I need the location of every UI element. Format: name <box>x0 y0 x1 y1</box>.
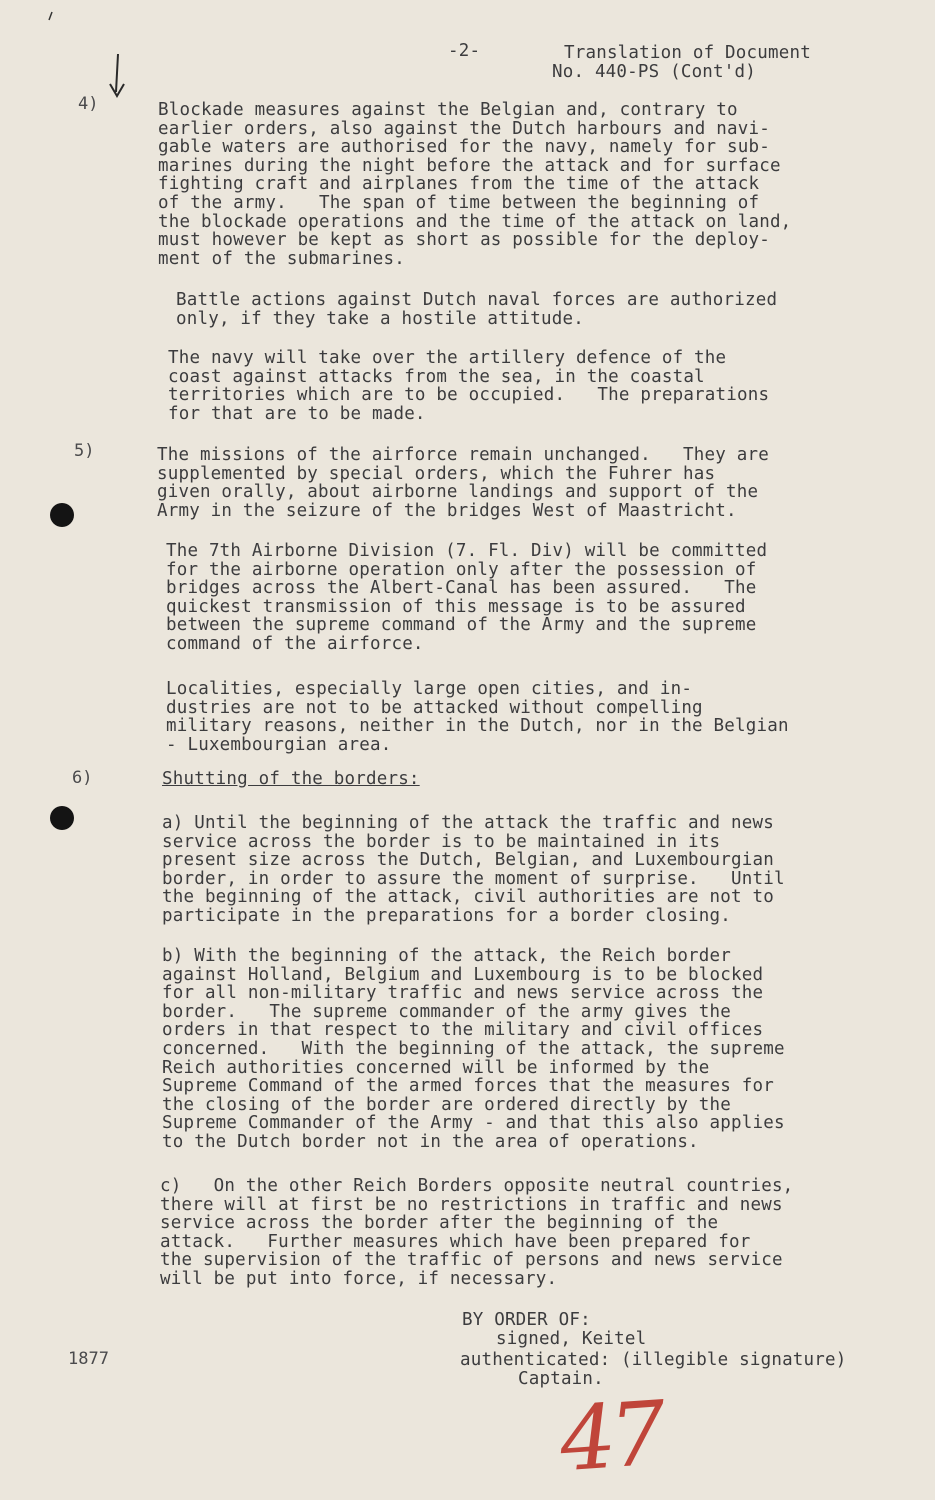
page-number: -2- <box>448 41 481 61</box>
section-number-4: 4) <box>78 94 99 114</box>
section-5-paragraph-3: Localities, especially large open cities, and in- dustries are not to be attacked without compelling military reasons, neither in the Dutch, nor in the Belgian - Luxembourgian area. <box>166 679 789 755</box>
section-6-item-b: b) With the beginning of the attack, the Reich border against Holland, Belgium and Luxembourg is to be blocked for all non-military traffic and news service across the border. The supreme commander of the army gives the orders in that respect to the military and civil offices concerned. With the beginning of the attack, the supreme Reich authorities concerned will be informed by the Supreme Command of the armed forces that the measures for the closing of the border are ordered directly by the Supreme Commander of the Army - and that this also applies to the Dutch border not in the area of operations. <box>162 946 785 1152</box>
punch-hole-bottom <box>50 806 74 830</box>
document-number: No. 440-PS (Cont'd) <box>552 62 756 82</box>
signature-authenticated: authenticated: (illegible signature) <box>460 1350 847 1370</box>
section-6-item-a: a) Until the beginning of the attack the traffic and news service across the border is to be maintained in its present size across the Dutch, Belgian, and Luxembourgian border, in order to assure the moment of surprise. Until the beginning of the attack, civil authorities are not to participate in the preparations for a border closing. <box>162 813 785 926</box>
section-6-heading: Shutting of the borders: <box>162 769 420 789</box>
document-title: Translation of Document <box>564 43 811 63</box>
punch-hole-top <box>50 503 74 527</box>
signature-signed: signed, Keitel <box>496 1329 647 1349</box>
section-4-paragraph-2: Battle actions against Dutch naval forces are authorized only, if they take a hostile attitude. <box>176 290 778 329</box>
margin-number: 1877 <box>68 1349 109 1369</box>
section-4-paragraph-3: The navy will take over the artillery defence of the coast against attacks from the sea, in the coastal territories which are to be occupied. The preparations for that are to be made. <box>168 348 770 424</box>
signature-by-order: BY ORDER OF: <box>462 1310 591 1330</box>
section-number-5: 5) <box>74 441 95 461</box>
section-5-paragraph-1: The missions of the airforce remain unchanged. They are supplemented by special orders, which the Fuhrer has given orally, about airborne landings and support of the Army in the seizure of the bridges West of Maastricht. <box>157 445 769 521</box>
section-5-paragraph-2: The 7th Airborne Division (7. Fl. Div) will be committed for the airborne operation only after the possession of bridges across the Albert-Canal has been assured. The quickest transmission of this message is to be assured between the supreme command of the Army and the supreme command of the airforce. <box>166 541 768 654</box>
section-4-paragraph-1: Blockade measures against the Belgian and, contrary to earlier orders, also against the Dutch harbours and navi- gable waters are authorised for the navy, namely for sub- marines during the night before the attack and for surface fighting craft and airplanes from the time of the attack of the army. The span of time between the beginning of the blockade operations and the time of the attack on land, must however be kept as short as possible for the deploy- ment of the submarines. <box>158 100 792 269</box>
handwritten-page-number: 47 <box>556 1381 664 1492</box>
corner-mark <box>46 10 56 24</box>
section-number-6: 6) <box>72 768 93 788</box>
section-6-item-c: c) On the other Reich Borders opposite neutral countries, there will at first be no restrictions in traffic and news service across the border after the beginning of the attack. Further measures which have been prepared for the supervision of the traffic of persons and news service will be put into force, if necessary. <box>160 1176 794 1289</box>
pencil-arrow-mark <box>100 52 140 112</box>
signature-rank: Captain. <box>518 1369 604 1389</box>
